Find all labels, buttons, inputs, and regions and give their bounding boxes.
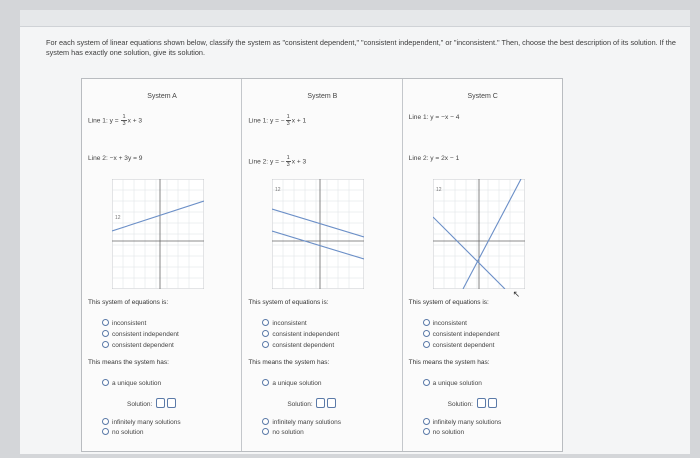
solution-entry xyxy=(448,398,497,408)
system-b-title: System B xyxy=(307,93,338,100)
option-label: a unique solution xyxy=(432,380,482,387)
line1-suffix: x + 1 xyxy=(291,117,307,125)
option-label: consistent dependent xyxy=(432,342,495,349)
systems-table xyxy=(81,78,563,452)
graph-label: 12 xyxy=(435,187,442,193)
option-label: no solution xyxy=(432,429,465,436)
fraction-denominator: 3 xyxy=(286,121,290,127)
option-consistent-dependent[interactable] xyxy=(102,341,174,349)
option-no-solution[interactable] xyxy=(102,428,143,436)
line1-prefix: Line 1: y = xyxy=(88,117,121,125)
solution-label: Solution: xyxy=(287,401,313,408)
system-c-question-solution: This means the system has: xyxy=(408,359,490,366)
radio-button[interactable] xyxy=(262,428,269,435)
system-b-question-solution: This means the system has: xyxy=(248,359,330,366)
option-label: inconsistent xyxy=(112,320,147,327)
radio-button[interactable] xyxy=(102,379,109,386)
option-label: consistent dependent xyxy=(112,342,174,349)
option-infinitely-many[interactable] xyxy=(423,418,502,426)
system-a-title: System A xyxy=(147,93,177,100)
option-label: infinitely many solutions xyxy=(112,419,181,426)
option-inconsistent[interactable] xyxy=(102,319,146,327)
instructions: For each system of linear equations shown below, classify the system as "consistent dependent," "consistent independent," or "inconsistent." Then, choose the best description of its solution. If the system has exactly one solution, give its solution. xyxy=(46,38,676,57)
option-label: consistent independent xyxy=(432,331,500,338)
system-a-question-solution: This means the system has: xyxy=(88,359,169,366)
line2-suffix: x + 3 xyxy=(291,158,307,166)
system-a-line1 xyxy=(88,114,142,127)
system-c-line2: Line 2: y = 2x − 1 xyxy=(408,155,460,162)
fraction-numerator: 1 xyxy=(122,114,126,120)
option-no-solution[interactable] xyxy=(423,428,464,436)
option-label: consistent independent xyxy=(112,331,179,338)
worksheet xyxy=(20,10,690,454)
system-c-line1: Line 1: y = −x − 4 xyxy=(408,114,460,121)
option-consistent-independent[interactable] xyxy=(262,330,339,338)
option-label: consistent dependent xyxy=(272,342,335,349)
solution-entry xyxy=(127,398,176,408)
option-label: no solution xyxy=(112,429,144,436)
option-label: consistent independent xyxy=(272,331,340,338)
system-a-graph[interactable] xyxy=(112,179,204,289)
solution-input-y[interactable] xyxy=(327,398,336,408)
fraction-denominator: 3 xyxy=(286,162,290,168)
radio-button[interactable] xyxy=(262,418,269,425)
option-unique-solution[interactable] xyxy=(423,379,482,387)
radio-button[interactable] xyxy=(102,428,109,435)
radio-button[interactable] xyxy=(262,330,269,337)
fraction xyxy=(286,155,291,168)
radio-button[interactable] xyxy=(102,319,109,326)
option-consistent-independent[interactable] xyxy=(102,330,179,338)
solution-entry xyxy=(287,398,336,408)
option-inconsistent[interactable] xyxy=(423,319,467,327)
radio-button[interactable] xyxy=(262,341,269,348)
radio-button[interactable] xyxy=(102,418,109,425)
radio-button[interactable] xyxy=(423,428,430,435)
fraction-numerator: 1 xyxy=(286,155,290,161)
solution-input-y[interactable] xyxy=(488,398,497,408)
radio-button[interactable] xyxy=(262,319,269,326)
radio-button[interactable] xyxy=(102,330,109,337)
mouse-pointer-icon: ↖ xyxy=(512,289,521,299)
radio-button[interactable] xyxy=(423,341,430,348)
line1-prefix: Line 1: y = − xyxy=(248,117,285,125)
option-label: infinitely many solutions xyxy=(432,419,502,426)
fraction xyxy=(121,114,126,127)
radio-button[interactable] xyxy=(423,379,430,386)
option-inconsistent[interactable] xyxy=(262,319,306,327)
option-consistent-dependent[interactable] xyxy=(423,341,495,349)
solution-input-x[interactable] xyxy=(316,398,325,408)
option-consistent-dependent[interactable] xyxy=(262,341,334,349)
system-b-column xyxy=(242,79,402,451)
radio-button[interactable] xyxy=(102,341,109,348)
option-label: no solution xyxy=(272,429,304,436)
option-label: a unique solution xyxy=(112,380,162,387)
graph-label: 12 xyxy=(115,215,121,221)
fraction-denominator: 3 xyxy=(122,121,126,127)
system-c-title: System C xyxy=(467,93,498,100)
option-unique-solution[interactable] xyxy=(102,379,161,387)
system-b-question-classify: This system of equations is: xyxy=(248,299,329,306)
radio-button[interactable] xyxy=(423,330,430,337)
system-b-line1 xyxy=(248,114,306,127)
solution-input-y[interactable] xyxy=(167,398,176,408)
top-bar xyxy=(20,10,690,27)
radio-button[interactable] xyxy=(262,379,269,386)
graph-label: 12 xyxy=(275,187,281,193)
system-a-line2: Line 2: −x + 3y = 9 xyxy=(88,155,143,162)
solution-label: Solution: xyxy=(447,401,473,408)
solution-input-x[interactable] xyxy=(156,398,165,408)
system-c-column xyxy=(403,79,562,451)
option-label: inconsistent xyxy=(272,320,307,327)
solution-input-x[interactable] xyxy=(477,398,486,408)
fraction xyxy=(286,114,291,127)
option-label: a unique solution xyxy=(272,380,322,387)
option-label: inconsistent xyxy=(432,320,467,327)
option-consistent-independent[interactable] xyxy=(423,330,500,338)
line2-prefix: Line 2: y = − xyxy=(248,158,285,166)
system-a-column xyxy=(82,79,242,451)
system-a-question-classify: This system of equations is: xyxy=(88,299,169,306)
option-infinitely-many[interactable] xyxy=(262,418,341,426)
system-c-question-classify: This system of equations is: xyxy=(408,299,489,306)
option-label: infinitely many solutions xyxy=(272,419,341,426)
system-c-graph[interactable] xyxy=(433,179,525,289)
radio-button[interactable] xyxy=(423,319,430,326)
system-b-graph[interactable] xyxy=(272,179,364,289)
system-b-line2 xyxy=(248,155,306,168)
solution-label: Solution: xyxy=(127,401,153,408)
option-no-solution[interactable] xyxy=(262,428,303,436)
radio-button[interactable] xyxy=(423,418,430,425)
fraction-numerator: 1 xyxy=(286,114,290,120)
option-unique-solution[interactable] xyxy=(262,379,321,387)
line1-suffix: x + 3 xyxy=(127,117,143,125)
option-infinitely-many[interactable] xyxy=(102,418,181,426)
